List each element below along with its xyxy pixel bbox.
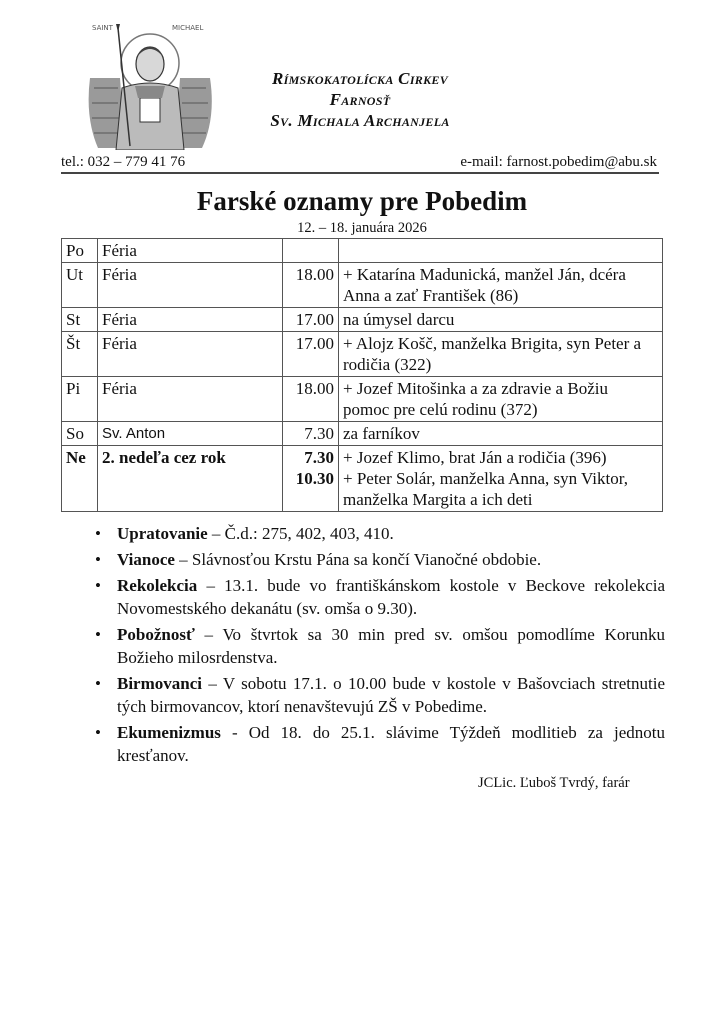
mass-time: 10.30 [295, 469, 334, 488]
mass-time: 17.00 [295, 310, 334, 329]
intention-cell [339, 377, 663, 422]
mass-intention: + Peter Solár, manželka Anna, syn Viktor, manželka Margita a ich deti [343, 469, 628, 509]
organization-name [225, 68, 495, 131]
bullet-icon: • [95, 550, 101, 569]
mass-intention: + Jozef Klimo, brat Ján a rodičia (396) [343, 448, 607, 467]
day-cell: Ne [62, 446, 98, 512]
intention-cell [339, 422, 663, 446]
announcements-list [95, 522, 665, 770]
bullet-icon: • [95, 524, 101, 543]
feast-cell: Féria [98, 332, 283, 377]
day-cell: Ut [62, 263, 98, 308]
schedule-row [62, 332, 663, 377]
announcement-text: Vo štvrtok sa 30 min pred sv. omšou pomodlíme Korunku Božieho milosrdenstva. [117, 625, 665, 667]
announcement-title: Rekolekcia [117, 576, 198, 595]
feast-cell: Féria [98, 308, 283, 332]
time-cell [283, 239, 339, 263]
feast-cell: Féria [98, 377, 283, 422]
day-cell: Št [62, 332, 98, 377]
mass-time: 18.00 [295, 265, 334, 284]
announcement-title: Upratovanie [117, 524, 208, 543]
announcement-title: Vianoce [117, 550, 175, 569]
mass-time: 18.00 [295, 379, 334, 398]
announcement-separator: – [207, 524, 225, 543]
mass-intention: za farníkov [343, 424, 420, 443]
intention-cell [339, 332, 663, 377]
announcement-text: V sobotu 17.1. o 10.00 bude v kostole v Bašovciach stretnutie tých birmovancov, ktorí nenavštevujú ZŠ v Pobedime. [117, 674, 665, 716]
schedule-row [62, 446, 663, 512]
logo-label-right: MICHAEL [172, 24, 204, 32]
announcement-text: 13.1. bude vo františkánskom kostole v Beckove rekolekcia Novomestského dekanátu (sv. omša o 9.30). [117, 576, 666, 618]
intention-cell [339, 308, 663, 332]
announcement-title: Birmovanci [117, 674, 202, 693]
day-cell: So [62, 422, 98, 446]
bullet-icon: • [95, 723, 101, 742]
org-line-1: Rímskokatolícka Cirkev [271, 69, 449, 88]
announcement-item [95, 672, 665, 718]
announcement-text: Č.d.: 275, 402, 403, 410. [224, 524, 394, 543]
announcement-item [95, 721, 665, 767]
signature: JCLic. Ľuboš Tvrdý, farár [478, 775, 630, 791]
time-cell [283, 446, 339, 512]
day-cell: St [62, 308, 98, 332]
mass-intention: na úmysel darcu [343, 310, 455, 329]
intention-cell [339, 446, 663, 512]
contact-line [61, 154, 657, 171]
announcement-title: Ekumenizmus [117, 723, 221, 742]
announcement-item [95, 548, 665, 571]
announcement-separator: – [174, 550, 192, 569]
mass-time: 17.00 [295, 334, 334, 353]
mass-intention: + Katarína Madunická, manžel Ján, dcéra Anna a zať František (86) [343, 265, 626, 305]
phone-number: tel.: 032 – 779 41 76 [61, 154, 186, 170]
day-cell: Pi [62, 377, 98, 422]
time-cell [283, 263, 339, 308]
feast-cell: 2. nedeľa cez rok [98, 446, 283, 512]
mass-intention: + Jozef Mitošinka a za zdravie a Božiu pomoc pre celú rodinu (372) [343, 379, 608, 419]
intention-cell [339, 239, 663, 263]
feast-cell: Féria [98, 263, 283, 308]
mass-intention: + Alojz Košč, manželka Brigita, syn Peter a rodičia (322) [343, 334, 642, 374]
schedule-row [62, 239, 663, 263]
schedule-row [62, 263, 663, 308]
time-cell [283, 332, 339, 377]
intention-cell [339, 263, 663, 308]
announcement-title: Pobožnosť [117, 625, 195, 644]
bullet-icon: • [95, 674, 101, 693]
logo-label-left: SAINT [92, 24, 113, 32]
feast-cell: Féria [98, 239, 283, 263]
announcement-separator: - [220, 723, 249, 742]
announcement-separator: – [197, 576, 225, 595]
bullet-icon: • [95, 625, 101, 644]
announcement-separator: – [202, 674, 223, 693]
page-title: Farské oznamy pre Pobedim [196, 186, 528, 216]
time-cell [283, 422, 339, 446]
announcement-separator: – [194, 625, 223, 644]
feast-cell: Sv. Anton [98, 422, 283, 446]
schedule-row [62, 308, 663, 332]
time-cell [283, 308, 339, 332]
saint-michael-icon-image [80, 18, 220, 150]
announcement-text: Slávnosťou Krstu Pána sa končí Vianočné obdobie. [191, 550, 542, 569]
bullet-icon: • [95, 576, 101, 595]
org-line-3: Sv. Michala Archanjela [270, 111, 450, 130]
day-cell: Po [62, 239, 98, 263]
announcement-item [95, 574, 665, 620]
header-divider [61, 172, 659, 174]
org-line-2: Farnosť [329, 90, 391, 109]
announcement-text: Od 18. do 25.1. slávime Týždeň modlitieb za jednotu kresťanov. [117, 723, 665, 765]
mass-time: 7.30 [304, 424, 334, 443]
mass-time: 7.30 [304, 448, 334, 467]
email-address: e-mail: farnost.pobedim@abu.sk [460, 154, 657, 170]
announcement-item [95, 522, 665, 545]
time-cell [283, 377, 339, 422]
mass-schedule-table [61, 238, 663, 512]
schedule-row [62, 377, 663, 422]
schedule-row [62, 422, 663, 446]
announcement-item [95, 623, 665, 669]
date-range: 12. – 18. januára 2026 [297, 220, 427, 236]
